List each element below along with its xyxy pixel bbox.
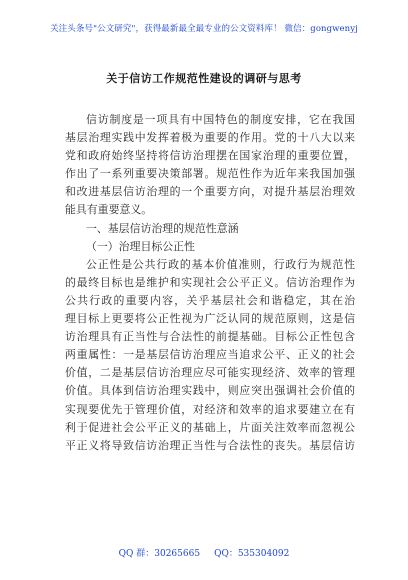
paragraph-line: 平正义将导致信访治理正当性与合法性的丧失。基层信访 [65,438,355,452]
paragraph-line: 两重属性：一是基层信访治理应当追求公平、正义的社会 [65,348,355,362]
footer-qq: QQ：535304092 [214,549,290,559]
document-body [65,111,355,455]
header-banner: 关注头条号"公文研究"，获得最新最全最专业的公文资料库！ 微信：gongwenyj [50,24,358,34]
paragraph-line: 和改进基层信访治理的一个重要方向，对提升基层治理效 [65,185,355,199]
paragraph-line: 能具有重要意义。 [65,203,153,217]
paragraph-line: 价值，二是基层信访治理应尽可能实现经济、效率的管理 [65,366,355,380]
paragraph-line: 访治理具有正当性与合法性的前提基础。目标公正性包含 [65,330,355,344]
paragraph-line: 利于促进社会公平正义的基础上，片面关注效率而忽视公 [65,420,355,434]
paragraph-line: 理目标上更要将公正性视为广泛认同的规范原则，这是信 [65,312,355,326]
paragraph-line: 公共行政的重要内容，关乎基层社会和谐稳定，其在治 [65,293,355,307]
paragraph-line: 公正性是公共行政的基本价值准则，行政行为规范性 [86,257,355,271]
paragraph-line: 基层治理实践中发挥着极为重要的作用。党的十八大以来 [65,131,355,145]
paragraph-line: 价值。具体到信访治理实践中，则应突出强调社会价值的 [65,384,355,398]
section-heading: 一、基层信访治理的规范性意涵 [86,221,239,235]
paragraph-line: 实现要优先于管理价值，对经济和效率的追求要建立在有 [65,402,355,416]
paragraph-line: 党和政府始终坚持将信访治理摆在国家治理的重要位置， [65,149,355,163]
footer-qq-group: QQ 群：30265665 [118,549,201,559]
footer-contact [0,546,408,559]
paragraph-line: 的最终目标也是维护和实现社会公平正义。信访治理作为 [65,275,355,289]
subsection-heading: （一）治理目标公正性 [86,239,195,253]
paragraph-line: 信访制度是一项具有中国特色的制度安排，它在我国 [86,113,355,126]
document-title: 关于信访工作规范性建设的调研与思考 [106,72,302,85]
paragraph-line: 作出了一系列重要决策部署。规范性作为近年来我国加强 [65,167,355,181]
